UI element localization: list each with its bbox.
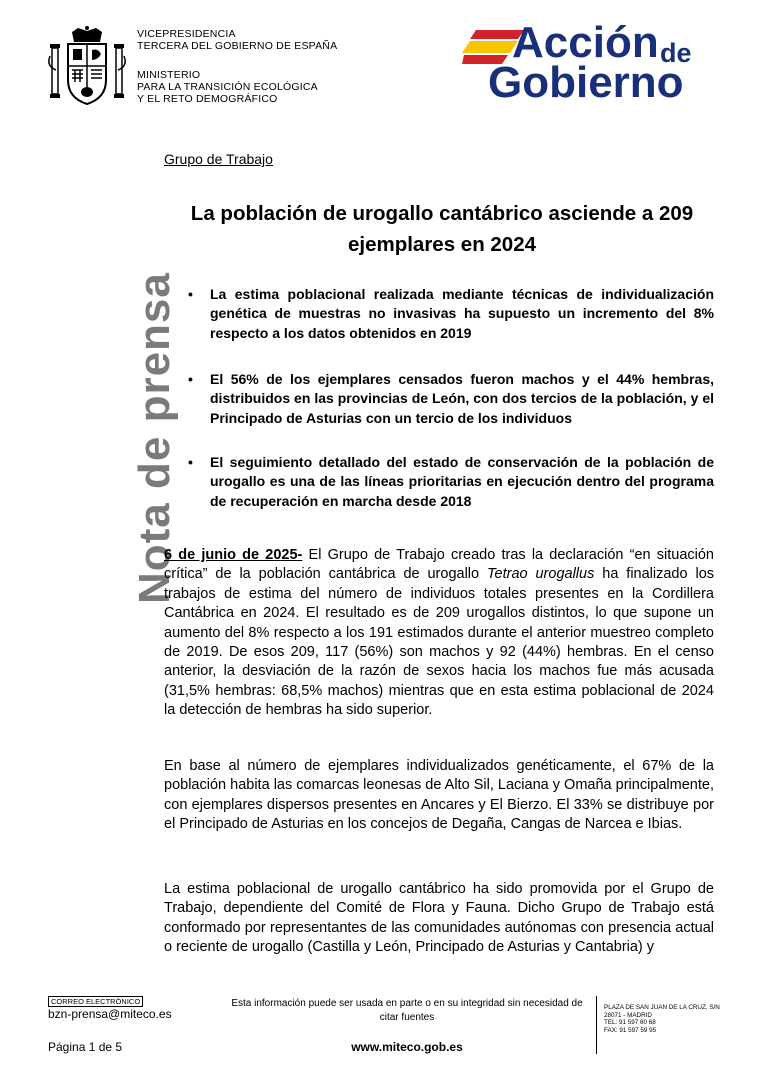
side-label-container — [86, 236, 179, 604]
gov-line: VICEPRESIDENCIA — [137, 28, 236, 40]
ministry-line: PARA LA TRANSICIÓN ECOLÓGICA — [137, 81, 318, 93]
bullet-item — [188, 285, 714, 343]
usage-notice: Esta información puede ser usada en parte o en su integridad sin necesidad de citar fuentes — [231, 998, 583, 1023]
page-title: La población de urogallo cantábrico asciende a 209 ejemplares en 2024 — [190, 202, 694, 256]
bullet-text: El seguimiento detallado del estado de conservación de la población de urogallo es una de las líneas prioritarias en ejecución dentro del programa de recuperación en marcha desde 2018 — [210, 454, 714, 509]
bullet-text: La estima poblacional realizada mediante técnicas de individualización genética de muestras no invasivas ha supuesto un incremento del 8% respecto a los datos obtenidos en 2019 — [210, 286, 714, 341]
logo-word-accion: Acción — [512, 18, 659, 67]
government-heading — [137, 28, 337, 52]
gov-line: TERCERA DEL GOBIERNO DE ESPAÑA — [137, 40, 338, 52]
body-paragraph-1 — [164, 546, 714, 721]
paragraph-text: El Grupo de Trabajo creado tras la declaración “en situación crítica” de la población cantábrica de urogallo — [164, 547, 714, 583]
footer-divider — [596, 996, 597, 1054]
page-number: Página 1 de 5 — [48, 1040, 123, 1054]
ministry-line: Y EL RETO DEMOGRÁFICO — [137, 93, 278, 105]
email-label: CORREO ELECTRÓNICO — [48, 996, 143, 1007]
accion-de-gobierno-logo — [462, 18, 722, 108]
bullet-dot-icon: • — [188, 454, 193, 470]
ministry-heading — [137, 69, 318, 105]
bullet-item — [188, 370, 714, 428]
dateline: 6 de junio de 2025- — [164, 547, 303, 563]
bullet-dot-icon: • — [188, 286, 193, 302]
logo-word-de: de — [660, 38, 692, 68]
bullet-text: El 56% de los ejemplares censados fueron machos y el 44% hembras, distribuidos en las provincias de León, con dos tercios de la población, y el Principado de Asturias con un tercio de los individuos — [210, 371, 714, 426]
address-line: FAX: 91 597 59 95 — [604, 1026, 657, 1034]
address-line: 28071 - MADRID — [604, 1011, 652, 1019]
website-link[interactable]: www.miteco.gob.es — [351, 1040, 463, 1054]
body-paragraph-3: La estima poblacional de urogallo cantábrico ha sido promovida por el Grupo de Trabajo, dependiente del Comité de Flora y Fauna. Dicho Grupo de Trabajo está conformado por representantes de las comunidades autónomas con presencia actual o reciente de urogallo (Castilla y León, Principado de Asturias y Cantabria) y — [164, 881, 714, 956]
paragraph-text: ha finalizado los trabajos de estima del número de individuos totales presentes en la Cordillera Cantábrica en 2024. El resultado es de 209 urogallos distintos, lo que supone un aumento del 8% respecto a los 191 estimados durante el anterior muestreo completo de 2019. De esos 209, 117 (56%) son machos y 92 (44%) hembras. En el censo anterior, la desviación de la razón de sexos hacia los machos fue más acusada (31,5% hembras: 68,5% machos) mientras que en esta estima poblacional de 2024 la detección de hembras ha sido superior. — [164, 566, 715, 719]
address-block — [604, 1004, 720, 1034]
bullet-item — [188, 453, 714, 511]
ministry-line: MINISTERIO — [137, 69, 201, 81]
body-paragraph-2: En base al número de ejemplares individualizados genéticamente, el 67% de la población habita las comarcas leonesas de Alto Sil, Laciana y Omaña principalmente, con ejemplares dispersos presentes en Ancares y El Bierzo. El 33% se distribuye por el Principado de Asturias en los concejos de Degaña, Cangas de Narcea e Ibias. — [164, 758, 714, 833]
side-label-nota-de-prensa: Nota de prensa — [130, 272, 179, 604]
email-link[interactable]: bzn-prensa@miteco.es — [48, 1007, 172, 1021]
section-label: Grupo de Trabajo — [164, 151, 273, 167]
species-name: Tetrao urogallus — [487, 566, 595, 583]
address-line: TEL: 91 597 60 68 — [604, 1019, 656, 1026]
logo-word-gobierno: Gobierno — [488, 58, 684, 107]
bullet-dot-icon: • — [188, 371, 193, 387]
address-line: PLAZA DE SAN JUAN DE LA CRUZ, S/N — [604, 1004, 720, 1011]
coat-of-arms-icon — [48, 26, 126, 110]
